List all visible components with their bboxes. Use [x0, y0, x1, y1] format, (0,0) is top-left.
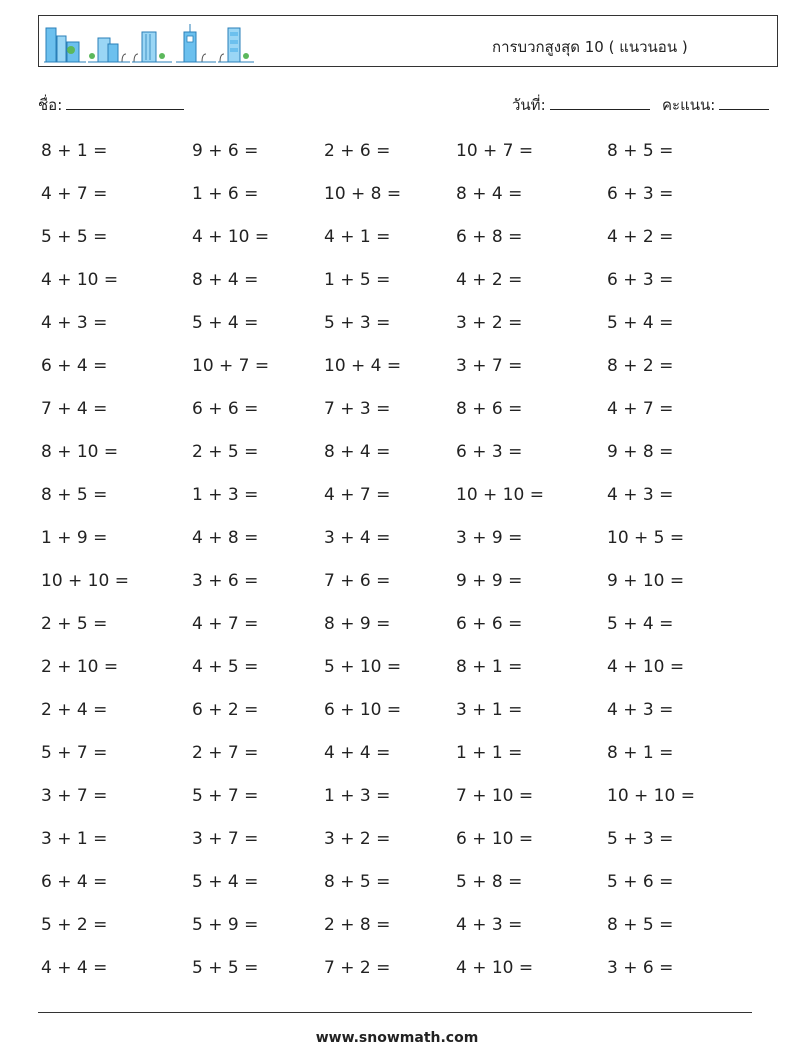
problem-item: 4 + 3 = — [607, 485, 674, 505]
problem-item: 4 + 8 = — [192, 528, 259, 548]
problem-item: 6 + 3 = — [456, 442, 523, 462]
building-icon — [172, 22, 216, 64]
problem-item: 10 + 5 = — [607, 528, 685, 548]
problem-item: 6 + 6 = — [192, 399, 259, 419]
problem-row — [41, 657, 781, 700]
problem-item: 4 + 10 = — [192, 227, 270, 247]
problem-item: 7 + 6 = — [324, 571, 391, 591]
problem-item: 8 + 1 = — [41, 141, 108, 161]
problem-item: 5 + 4 = — [607, 614, 674, 634]
date-blank[interactable] — [550, 93, 650, 110]
problem-item: 2 + 4 = — [41, 700, 108, 720]
problem-item: 9 + 8 = — [607, 442, 674, 462]
problem-item: 8 + 5 = — [324, 872, 391, 892]
problem-row — [41, 399, 781, 442]
problem-item: 2 + 8 = — [324, 915, 391, 935]
problem-item: 5 + 7 = — [192, 786, 259, 806]
problem-item: 4 + 4 = — [324, 743, 391, 763]
problem-item: 8 + 5 = — [607, 141, 674, 161]
problem-item: 4 + 10 = — [607, 657, 685, 677]
building-icon — [130, 22, 172, 64]
name-label: ชื่อ: — [38, 96, 63, 114]
problem-item: 4 + 7 = — [41, 184, 108, 204]
problem-item: 10 + 10 = — [607, 786, 695, 806]
problem-row — [41, 958, 781, 1001]
problem-item: 7 + 4 = — [41, 399, 108, 419]
problem-item: 5 + 4 = — [192, 313, 259, 333]
problem-item: 8 + 10 = — [41, 442, 119, 462]
problem-item: 10 + 10 = — [41, 571, 129, 591]
problem-item: 4 + 5 = — [192, 657, 259, 677]
problem-item: 3 + 4 = — [324, 528, 391, 548]
problem-item: 5 + 6 = — [607, 872, 674, 892]
problem-item: 3 + 7 = — [192, 829, 259, 849]
problem-item: 7 + 3 = — [324, 399, 391, 419]
header-illustrations — [44, 22, 258, 64]
problem-item: 6 + 10 = — [324, 700, 402, 720]
problem-item: 6 + 6 = — [456, 614, 523, 634]
problem-item: 6 + 2 = — [192, 700, 259, 720]
problem-item: 8 + 1 = — [456, 657, 523, 677]
building-icon — [216, 22, 258, 64]
problem-item: 2 + 6 = — [324, 141, 391, 161]
score-field[interactable] — [662, 93, 769, 117]
date-field[interactable] — [512, 93, 650, 117]
problem-item: 8 + 9 = — [324, 614, 391, 634]
problem-item: 4 + 2 = — [607, 227, 674, 247]
problem-item: 3 + 1 = — [41, 829, 108, 849]
problem-item: 8 + 5 = — [41, 485, 108, 505]
problem-grid — [41, 141, 781, 1001]
problem-item: 4 + 10 = — [456, 958, 534, 978]
problem-item: 2 + 10 = — [41, 657, 119, 677]
problem-item: 5 + 3 = — [324, 313, 391, 333]
problem-item: 3 + 7 = — [41, 786, 108, 806]
problem-item: 6 + 8 = — [456, 227, 523, 247]
problem-item: 4 + 4 = — [41, 958, 108, 978]
problem-row — [41, 915, 781, 958]
problem-item: 9 + 9 = — [456, 571, 523, 591]
problem-item: 1 + 6 = — [192, 184, 259, 204]
problem-item: 3 + 2 = — [324, 829, 391, 849]
problem-row — [41, 141, 781, 184]
score-label: คะแนน: — [662, 96, 716, 114]
problem-item: 3 + 1 = — [456, 700, 523, 720]
problem-item: 10 + 8 = — [324, 184, 402, 204]
problem-item: 10 + 7 = — [192, 356, 270, 376]
problem-item: 3 + 6 = — [192, 571, 259, 591]
footer-url: www.snowmath.com — [315, 1030, 479, 1046]
problem-item: 5 + 5 = — [192, 958, 259, 978]
problem-item: 10 + 10 = — [456, 485, 544, 505]
name-field[interactable] — [38, 93, 184, 117]
problem-item: 3 + 9 = — [456, 528, 523, 548]
problem-item: 2 + 5 = — [41, 614, 108, 634]
worksheet-header — [38, 15, 778, 67]
problem-item: 4 + 10 = — [41, 270, 119, 290]
problem-row — [41, 571, 781, 614]
problem-item: 5 + 8 = — [456, 872, 523, 892]
problem-item: 10 + 7 = — [456, 141, 534, 161]
problem-item: 5 + 2 = — [41, 915, 108, 935]
problem-item: 8 + 2 = — [607, 356, 674, 376]
problem-item: 4 + 7 = — [607, 399, 674, 419]
problem-item: 9 + 6 = — [192, 141, 259, 161]
problem-item: 5 + 3 = — [607, 829, 674, 849]
problem-row — [41, 356, 781, 399]
problem-item: 4 + 2 = — [456, 270, 523, 290]
problem-item: 4 + 3 = — [607, 700, 674, 720]
problem-item: 1 + 1 = — [456, 743, 523, 763]
problem-item: 6 + 3 = — [607, 184, 674, 204]
problem-item: 5 + 10 = — [324, 657, 402, 677]
building-icon — [44, 22, 86, 64]
problem-item: 3 + 7 = — [456, 356, 523, 376]
problem-item: 8 + 5 = — [607, 915, 674, 935]
problem-item: 1 + 3 = — [192, 485, 259, 505]
problem-row — [41, 829, 781, 872]
problem-item: 7 + 10 = — [456, 786, 534, 806]
problem-row — [41, 485, 781, 528]
problem-item: 3 + 6 = — [607, 958, 674, 978]
problem-row — [41, 227, 781, 270]
problem-item: 8 + 6 = — [456, 399, 523, 419]
building-icon — [86, 22, 130, 64]
problem-row — [41, 700, 781, 743]
footer-divider — [38, 1012, 752, 1013]
problem-row — [41, 786, 781, 829]
problem-item: 6 + 3 = — [607, 270, 674, 290]
problem-item: 2 + 5 = — [192, 442, 259, 462]
problem-item: 5 + 5 = — [41, 227, 108, 247]
problem-item: 9 + 10 = — [607, 571, 685, 591]
problem-row — [41, 872, 781, 915]
problem-item: 6 + 10 = — [456, 829, 534, 849]
problem-row — [41, 614, 781, 657]
problem-row — [41, 270, 781, 313]
problem-item: 7 + 2 = — [324, 958, 391, 978]
problem-item: 5 + 4 = — [192, 872, 259, 892]
problem-item: 10 + 4 = — [324, 356, 402, 376]
problem-row — [41, 313, 781, 356]
problem-item: 2 + 7 = — [192, 743, 259, 763]
problem-item: 4 + 1 = — [324, 227, 391, 247]
problem-item: 5 + 9 = — [192, 915, 259, 935]
problem-row — [41, 743, 781, 786]
problem-item: 6 + 4 = — [41, 356, 108, 376]
problem-item: 1 + 5 = — [324, 270, 391, 290]
problem-item: 4 + 7 = — [324, 485, 391, 505]
problem-item: 8 + 4 = — [456, 184, 523, 204]
problem-item: 8 + 4 = — [324, 442, 391, 462]
worksheet-title: การบวกสูงสุด 10 ( แนวนอน ) — [492, 38, 688, 56]
name-blank[interactable] — [66, 93, 184, 110]
problem-item: 3 + 2 = — [456, 313, 523, 333]
problem-row — [41, 442, 781, 485]
problem-item: 8 + 1 = — [607, 743, 674, 763]
problem-item: 4 + 3 = — [456, 915, 523, 935]
problem-item: 5 + 4 = — [607, 313, 674, 333]
problem-item: 4 + 7 = — [192, 614, 259, 634]
problem-item: 1 + 3 = — [324, 786, 391, 806]
problem-row — [41, 184, 781, 227]
problem-row — [41, 528, 781, 571]
problem-item: 1 + 9 = — [41, 528, 108, 548]
problem-item: 5 + 7 = — [41, 743, 108, 763]
problem-item: 6 + 4 = — [41, 872, 108, 892]
problem-item: 8 + 4 = — [192, 270, 259, 290]
score-blank[interactable] — [719, 93, 769, 110]
date-label: วันที่: — [512, 96, 546, 114]
problem-item: 4 + 3 = — [41, 313, 108, 333]
